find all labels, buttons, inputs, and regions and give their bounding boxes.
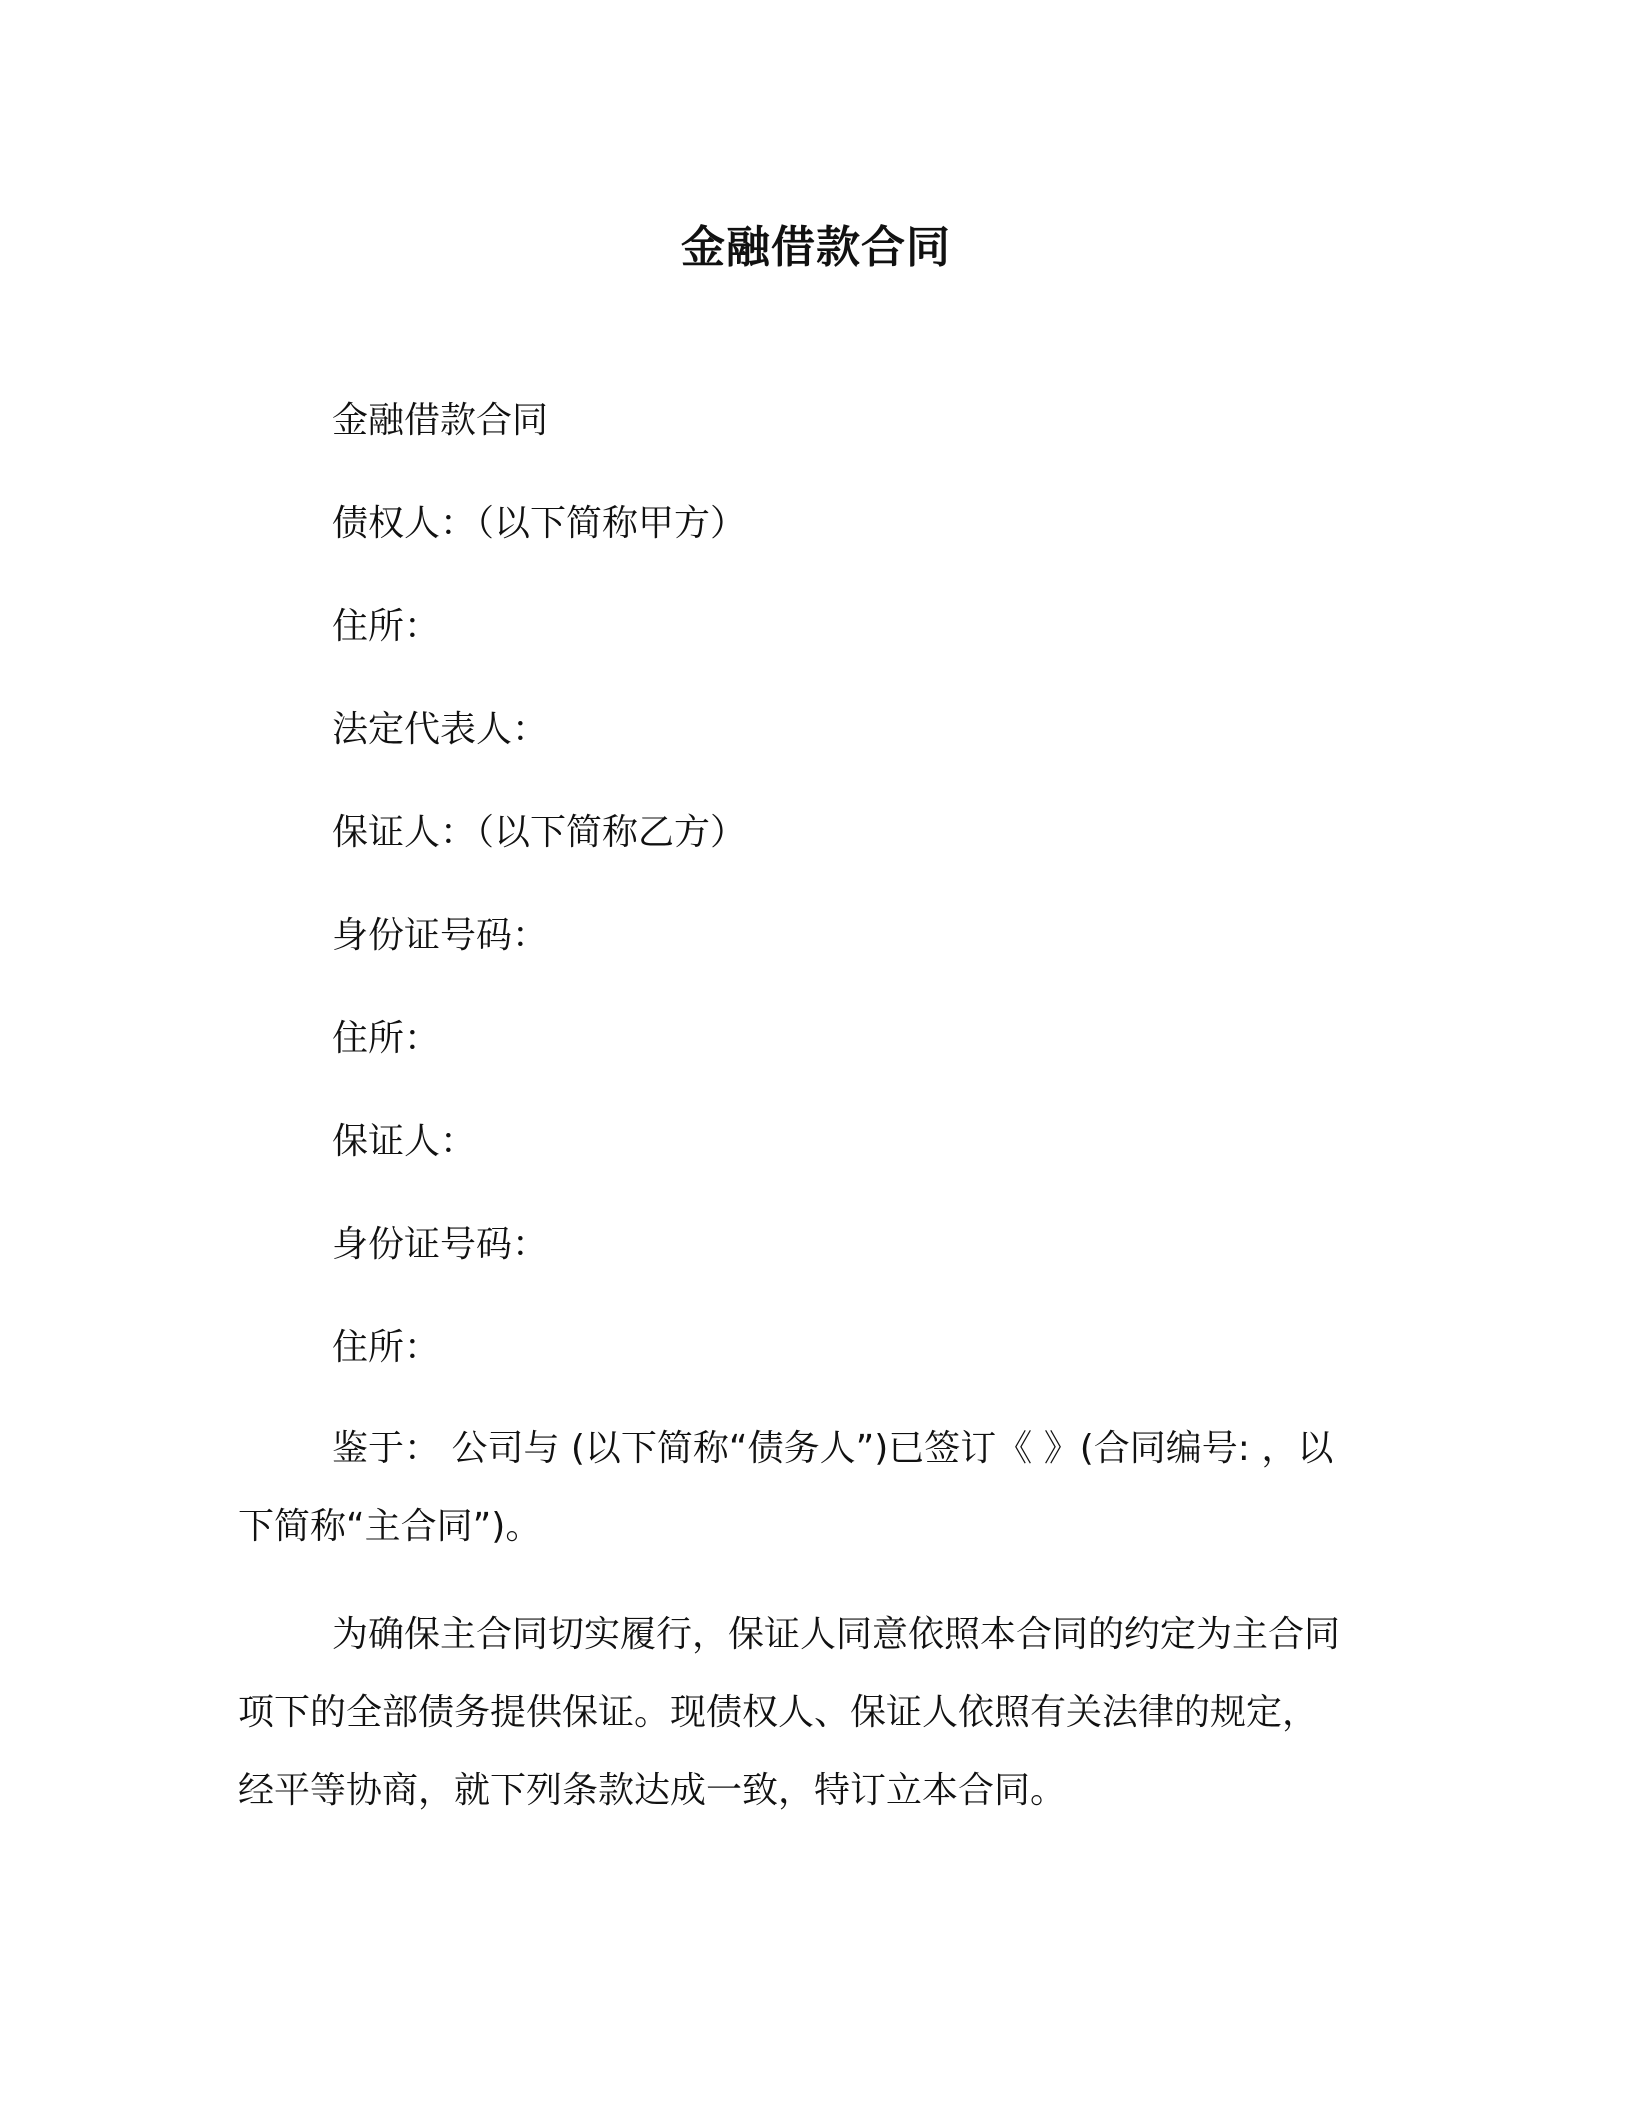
paragraph-purpose-line-1: 为确保主合同切实履行，保证人同意依照本合同的约定为主合同 xyxy=(332,1614,1341,1655)
field-guarantor: 保证人：（以下简称乙方） xyxy=(332,812,747,853)
field-guarantor-address: 住所： xyxy=(332,1018,441,1059)
paragraph-purpose-line-2: 项下的全部债务提供保证。现债权人、保证人依照有关法律的规定， xyxy=(238,1692,1319,1733)
paragraph-whereas xyxy=(238,1410,1398,1566)
paragraph-whereas-line-2: 下简称“主合同”)。 xyxy=(238,1506,542,1547)
paragraph-whereas-line-1: 鉴于： 公司与 (以下简称“债务人”)已签订《 》(合同编号: ，以 xyxy=(332,1428,1334,1469)
document-title: 金融借款合同 xyxy=(681,222,951,273)
field-guarantor-2: 保证人： xyxy=(332,1121,477,1162)
field-creditor-address: 住所： xyxy=(332,606,441,647)
field-guarantor-2-address: 住所： xyxy=(332,1327,441,1368)
field-guarantor-id-number: 身份证号码： xyxy=(332,915,549,956)
field-creditor: 债权人：（以下简称甲方） xyxy=(332,503,747,544)
paragraph-purpose xyxy=(238,1596,1398,1830)
paragraph-purpose-line-3: 经平等协商，就下列条款达成一致，特订立本合同。 xyxy=(238,1770,1067,1811)
field-guarantor-2-id-number: 身份证号码： xyxy=(332,1224,549,1265)
field-legal-representative: 法定代表人： xyxy=(332,709,549,750)
field-contract-name: 金融借款合同 xyxy=(332,400,549,441)
